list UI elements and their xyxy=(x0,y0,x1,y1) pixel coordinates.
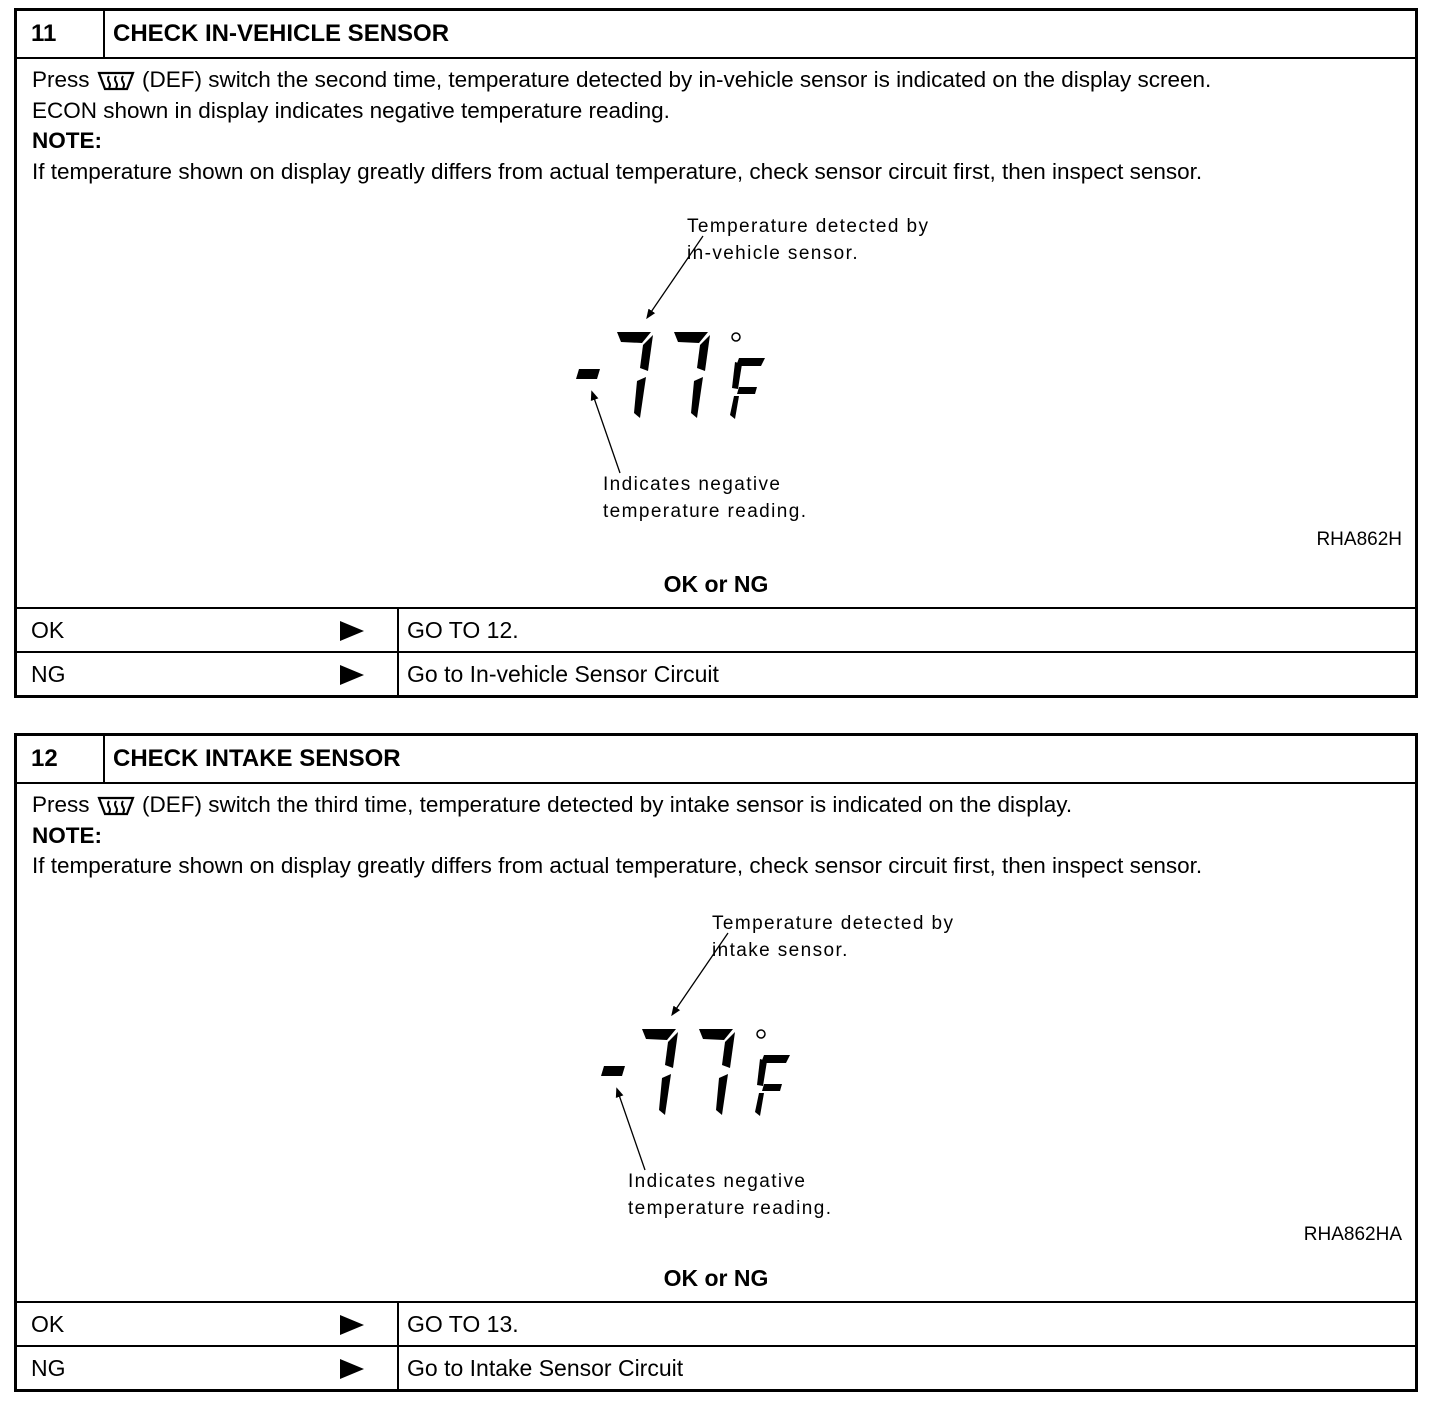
f-segment xyxy=(732,362,742,389)
digit-segment xyxy=(659,1074,671,1115)
play-arrow-icon xyxy=(339,1358,365,1380)
result-action: Go to In-vehicle Sensor Circuit xyxy=(407,661,719,687)
instruction-line-1: (DEF) switch the second time, temperature detected by in-vehicle sensor is indicated on the display screen. xyxy=(142,67,1212,92)
note-label: NOTE: xyxy=(32,128,102,153)
step-instructions xyxy=(32,65,1405,187)
figure-caption-bottom-line-1: Indicates negative xyxy=(603,474,782,495)
display-figure xyxy=(537,211,997,521)
figure-caption-bottom-line-2: temperature reading. xyxy=(628,1198,833,1219)
figure-caption-bottom-line-1: Indicates negative xyxy=(628,1171,807,1192)
f-segment xyxy=(755,1093,764,1116)
defroster-icon xyxy=(96,69,136,91)
figure-code: RHA862HA xyxy=(1303,1224,1402,1245)
figure-caption-top-line-2: intake sensor. xyxy=(712,940,849,961)
leader-arrow-bottom xyxy=(593,395,620,473)
digit-segment xyxy=(642,1029,676,1040)
f-segment xyxy=(737,387,757,394)
digit-segment xyxy=(674,332,708,343)
digit-segment xyxy=(634,377,646,418)
f-segment xyxy=(757,1059,767,1086)
result-label: NG xyxy=(31,1355,66,1381)
play-arrow-icon xyxy=(339,620,365,642)
figure-caption-top-line-2: in-vehicle sensor. xyxy=(687,243,859,264)
result-action: Go to Intake Sensor Circuit xyxy=(407,1355,684,1381)
step-title: CHECK IN-VEHICLE SENSOR xyxy=(113,20,450,47)
digit-segment xyxy=(691,377,703,418)
note-label: NOTE: xyxy=(32,822,102,848)
ok-or-ng-heading: OK or NG xyxy=(663,1265,769,1291)
result-label: OK xyxy=(31,617,65,643)
step-11-block xyxy=(14,8,1418,698)
f-segment xyxy=(762,1084,782,1091)
figure-caption-top-line-1: Temperature detected by xyxy=(712,913,955,934)
degree-symbol xyxy=(732,333,740,341)
instruction-line-2: ECON shown in display indicates negative temperature reading. xyxy=(32,97,670,123)
result-row-ng xyxy=(17,1345,1415,1389)
step-number: 12 xyxy=(17,736,105,782)
degree-symbol xyxy=(757,1030,765,1038)
result-label: OK xyxy=(31,1311,65,1337)
digit-segment xyxy=(617,332,651,343)
digit-segment xyxy=(699,1029,733,1040)
play-arrow-icon xyxy=(339,1314,365,1336)
f-segment xyxy=(730,396,739,419)
ok-or-ng-heading: OK or NG xyxy=(663,571,769,597)
minus-segment xyxy=(601,1066,625,1076)
press-text: Press xyxy=(32,792,90,817)
step-header xyxy=(17,736,1415,784)
display-figure xyxy=(562,908,1022,1218)
instruction-line-1: (DEF) switch the third time, temperature detected by intake sensor is indicated on the display. xyxy=(142,792,1073,817)
note-text: If temperature shown on display greatly differs from actual temperature, check sensor circuit first, then inspect sensor. xyxy=(32,853,1203,878)
result-row-ng xyxy=(17,651,1415,695)
step-instructions xyxy=(32,790,1405,882)
leader-arrow-top xyxy=(674,933,728,1012)
note-text: If temperature shown on display greatly differs from actual temperature, check sensor circuit first, then inspect sensor. xyxy=(32,158,1203,184)
figure-caption-top-line-1: Temperature detected by xyxy=(687,216,930,237)
leader-arrow-top xyxy=(649,236,703,315)
press-text: Press xyxy=(32,67,90,92)
result-row-ok xyxy=(17,607,1415,651)
result-action: GO TO 13. xyxy=(407,1311,519,1337)
figure-code: RHA862H xyxy=(1316,529,1402,550)
step-header xyxy=(17,11,1415,59)
step-title: CHECK INTAKE SENSOR xyxy=(113,745,401,772)
result-label: NG xyxy=(31,661,66,687)
play-arrow-icon xyxy=(339,664,365,686)
step-number: 11 xyxy=(17,11,105,57)
leader-arrow-bottom xyxy=(618,1092,645,1170)
result-row-ok xyxy=(17,1301,1415,1345)
defroster-icon xyxy=(96,794,136,816)
figure-caption-bottom-line-2: temperature reading. xyxy=(603,501,808,522)
digit-segment xyxy=(716,1074,728,1115)
minus-segment xyxy=(576,369,600,379)
step-12-block xyxy=(14,733,1418,1392)
result-action: GO TO 12. xyxy=(407,617,519,643)
